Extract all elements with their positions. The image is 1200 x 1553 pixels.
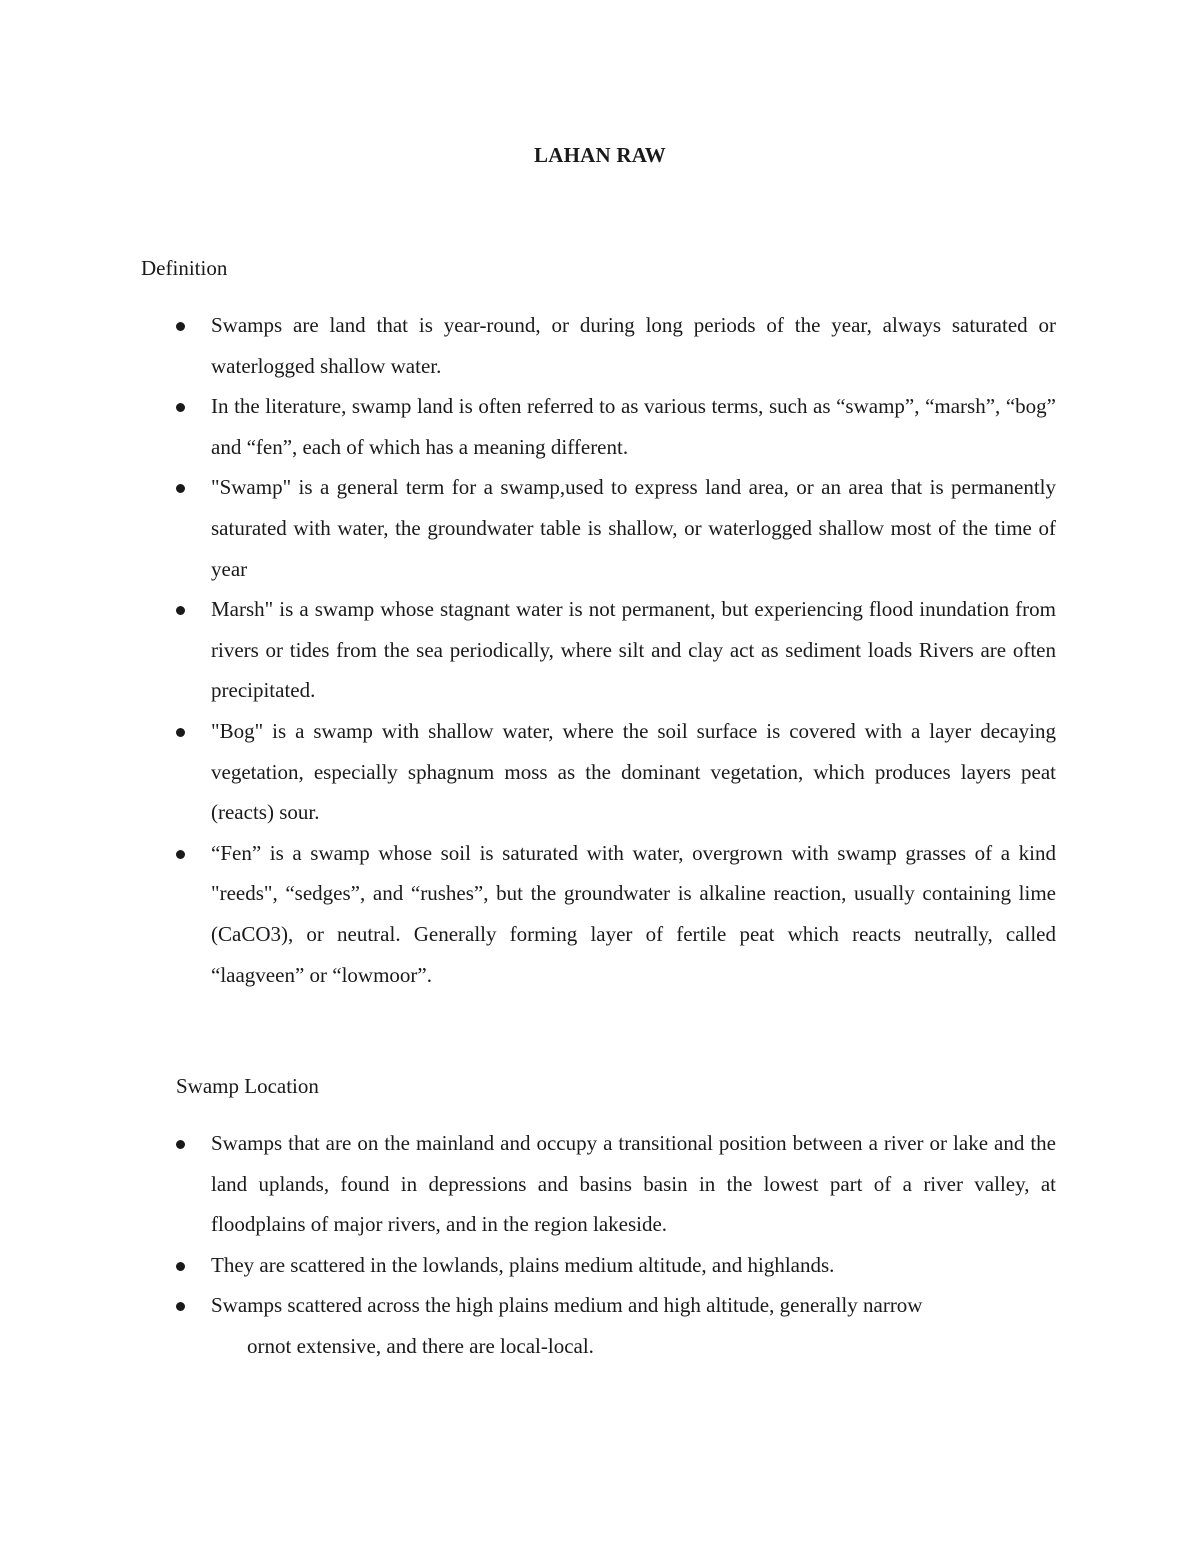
bullet-icon [176, 322, 185, 331]
list-item-text: Swamps that are on the mainland and occupy a transitional position between a river or lake and the land uplands, found in depressions and basins basin in the lowest part of a river valley, at floodplains of major rivers, and in the region lakeside. [211, 1131, 1056, 1237]
list-item-text: "Bog" is a swamp with shallow water, where the soil surface is covered with a layer decaying vegetation, especially sphagnum moss as the dominant vegetation, which produces layers peat (reacts) sour. [211, 718, 1056, 825]
section-heading-definition: Definition [141, 256, 228, 280]
list-item [0, 467, 1056, 589]
bullet-icon [176, 606, 185, 615]
list-item [0, 833, 1056, 995]
list-item-text: In the literature, swamp land is often referred to as various terms, such as “swamp”, “marsh”, “bog” and “fen”, each of which has a meaning different. [211, 394, 1056, 459]
bullet-icon [176, 728, 185, 737]
document-title: LAHAN RAW [534, 143, 666, 167]
list-item [0, 711, 1056, 833]
list-item [0, 589, 1056, 711]
bullet-icon [176, 1302, 185, 1311]
list-item [0, 305, 1056, 386]
list-item-text: Marsh" is a swamp whose stagnant water is not permanent, but experiencing flood inundation from rivers or tides from the sea periodically, where silt and clay act as sediment loads Rivers are often precipitated. [211, 597, 1056, 703]
list-item [0, 1245, 1056, 1286]
list-item-text: "Swamp" is a general term for a swamp,used to express land area, or an area that is permanently saturated with water, the groundwater table is shallow, or waterlogged shallow most of the time of year [211, 475, 1056, 581]
bullet-icon [176, 1262, 185, 1271]
list-item-text: They are scattered in the lowlands, plains medium altitude, and highlands. [211, 1252, 835, 1277]
swamp-location-list [0, 1123, 1200, 1367]
list-item-text-tail: ornot extensive, and there are local-local. [247, 1333, 594, 1358]
list-item [0, 386, 1056, 467]
bullet-icon [176, 403, 185, 412]
list-item-text [211, 1285, 1056, 1366]
list-item [0, 1123, 1056, 1245]
bullet-icon [176, 1140, 185, 1149]
bullet-icon [176, 850, 185, 859]
bullet-icon [176, 484, 185, 493]
list-item-text: Swamps are land that is year-round, or during long periods of the year, always saturated or waterlogged shallow water. [211, 313, 1056, 378]
list-item [0, 1285, 1056, 1366]
section-heading-swamp-location: Swamp Location [176, 1074, 319, 1098]
list-item-text: “Fen” is a swamp whose soil is saturated with water, overgrown with swamp grasses of a kind "reeds", “sedges”, and “rushes”, but the groundwater is alkaline reaction, usually containing lime (CaCO3), or neutral. Generally forming layer of fertile peat which reacts neutrally, called “laagveen” or “lowmoor”. [211, 840, 1056, 987]
list-item-text-head: Swamps scattered across the high plains medium and high altitude, generally narrow [211, 1293, 923, 1318]
definition-list [0, 305, 1200, 995]
